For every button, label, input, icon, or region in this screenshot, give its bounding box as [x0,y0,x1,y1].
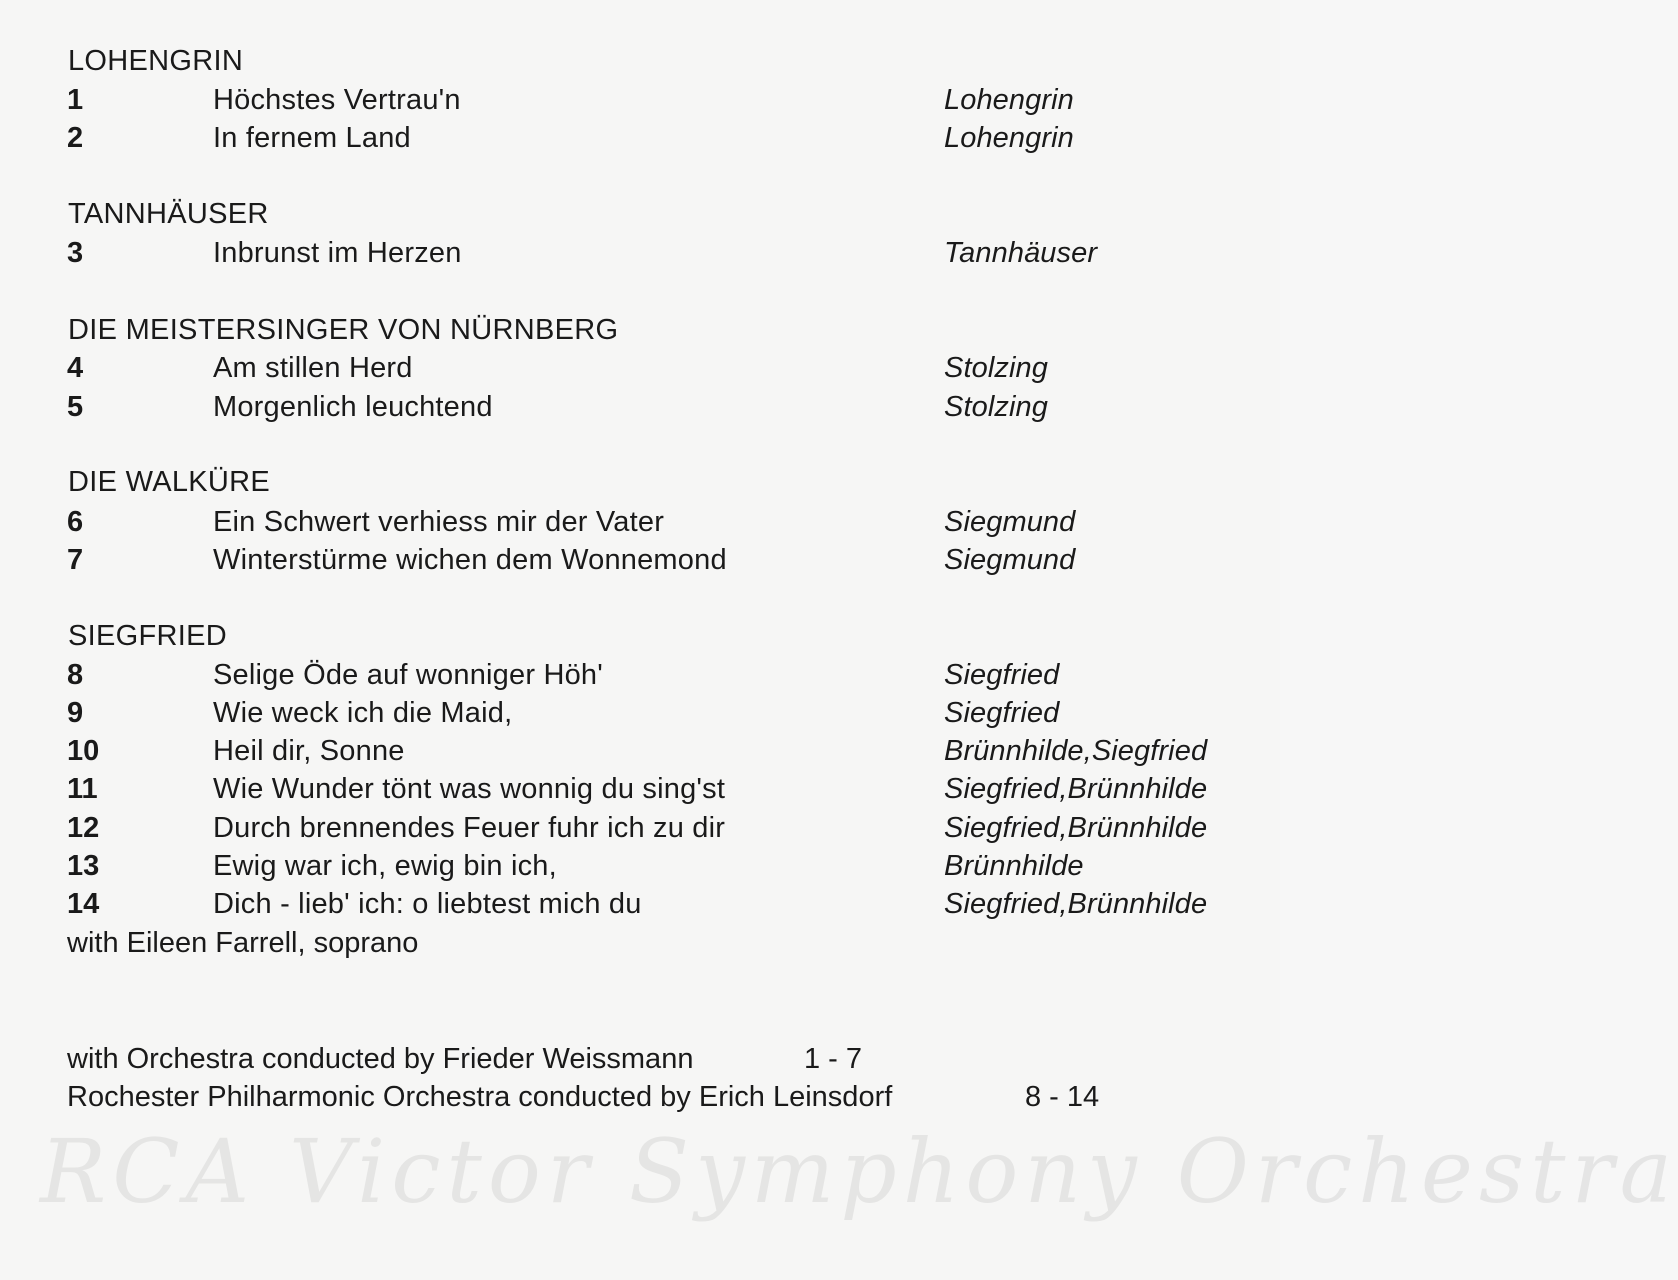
credit-row [0,1078,1280,1116]
credit-text: with Orchestra conducted by Frieder Weissmann [67,1043,694,1075]
track-row [0,349,1280,387]
track-row [0,656,1280,694]
track-title: Durch brennendes Feuer fuhr ich zu dir [213,812,726,844]
credit-range: 1 - 7 [804,1043,863,1075]
track-role: Lohengrin [944,84,1074,116]
track-number: 10 [67,735,100,767]
track-number: 7 [67,544,84,576]
track-role: Tannhäuser [944,237,1098,269]
credit-range: 8 - 14 [1025,1081,1100,1113]
track-role: Siegfried [944,697,1060,729]
track-title: Ewig war ich, ewig bin ich, [213,850,557,882]
section-heading: DIE MEISTERSINGER VON NÜRNBERG [68,314,619,346]
track-number: 4 [67,352,84,384]
track-title: Winterstürme wichen dem Wonnemond [213,544,727,576]
credit-row [0,1040,1280,1078]
track-title: Höchstes Vertrau'n [213,84,461,116]
track-role: Siegmund [944,506,1076,538]
track-number: 13 [67,850,100,882]
track-role: Siegmund [944,544,1076,576]
section-heading: SIEGFRIED [68,620,227,652]
track-number: 11 [67,773,98,805]
track-row [0,847,1280,885]
section-heading-row [0,311,1280,349]
track-number: 3 [67,237,84,269]
handwritten-watermark: RCA Victor Symphony Orchestra [40,1120,1678,1223]
track-row [0,809,1280,847]
track-title: Selige Öde auf wonniger Höh' [213,659,603,691]
track-number: 2 [67,122,84,154]
bleed-through-text [120,1000,500,1040]
track-row [0,234,1280,272]
track-title: In fernem Land [213,122,411,154]
credit-text: Rochester Philharmonic Orchestra conducted by Erich Leinsdorf [67,1081,893,1113]
track-title: Inbrunst im Herzen [213,237,462,269]
track-title: Am stillen Herd [213,352,413,384]
track-title: Ein Schwert verhiess mir der Vater [213,506,665,538]
track-role: Siegfried [944,659,1060,691]
section-heading: DIE WALKÜRE [68,466,271,498]
track-role: Brünnhilde,Siegfried [944,735,1208,767]
track-row [0,388,1280,426]
section-heading: LOHENGRIN [68,45,244,77]
track-title: Wie weck ich die Maid, [213,697,513,729]
track-role: Stolzing [944,391,1048,423]
track-title: Dich - lieb' ich: o liebtest mich du [213,888,642,920]
track-role: Siegfried,Brünnhilde [944,888,1208,920]
section-heading-row [0,195,1280,233]
track-title: Wie Wunder tönt was wonnig du sing'st [213,773,726,805]
track-row [0,81,1280,119]
track-row [0,694,1280,732]
track-number: 1 [67,84,84,116]
soloist-note: with Eileen Farrell, soprano [67,927,419,959]
track-role: Stolzing [944,352,1048,384]
track-number: 9 [67,697,84,729]
track-number: 6 [67,506,84,538]
track-number: 14 [67,888,100,920]
track-row [0,885,1280,923]
track-role: Siegfried,Brünnhilde [944,812,1208,844]
track-row [0,119,1280,157]
section-heading: TANNHÄUSER [68,198,269,230]
track-title: Morgenlich leuchtend [213,391,493,423]
section-heading-row [0,617,1280,655]
track-role: Siegfried,Brünnhilde [944,773,1208,805]
track-row [0,503,1280,541]
track-row [0,770,1280,808]
track-number: 12 [67,812,100,844]
track-row [0,732,1280,770]
track-number: 8 [67,659,84,691]
track-number: 5 [67,391,84,423]
track-title: Heil dir, Sonne [213,735,405,767]
section-heading-row [0,42,1280,80]
track-role: Brünnhilde [944,850,1084,882]
soloist-note-row [0,924,1280,962]
section-heading-row [0,463,1280,501]
track-row [0,541,1280,579]
track-role: Lohengrin [944,122,1074,154]
